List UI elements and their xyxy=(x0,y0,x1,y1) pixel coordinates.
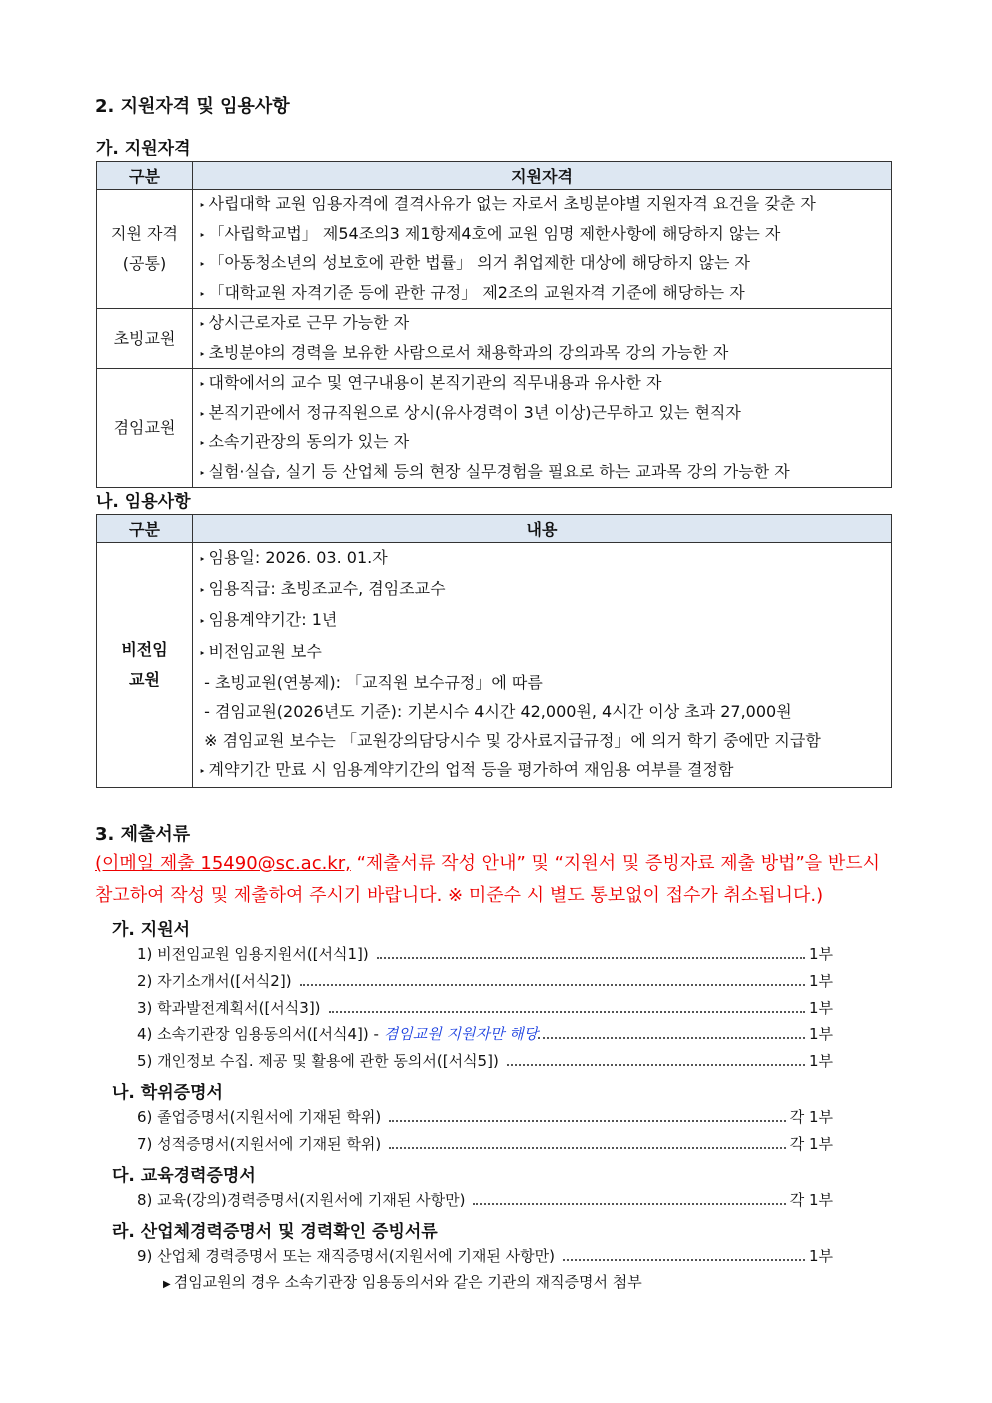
list-item: ※ 겸임교원 보수는 「교원강의담당시수 및 강사료지급규정」에 의거 학기 중에만 지급함 xyxy=(199,731,821,751)
document-group-title: 가. 지원서 xyxy=(112,920,191,940)
document-item xyxy=(137,1133,833,1154)
appointment-table xyxy=(96,514,892,788)
list-item: ‣ 소속기관장의 동의가 있는 자 xyxy=(199,428,885,458)
dot-leader xyxy=(329,1011,805,1013)
list-item: ‣ 「아동청소년의 성보호에 관한 법률」 의거 취업제한 대상에 해당하지 않는 자 xyxy=(199,249,885,279)
header-qualification: 지원자격 xyxy=(193,162,892,190)
invited-items xyxy=(193,309,892,369)
dot-leader xyxy=(389,1120,785,1122)
category-invited: 초빙교원 xyxy=(97,309,193,369)
header-category: 구분 xyxy=(97,162,193,190)
document-count: 각 1부 xyxy=(789,1191,833,1209)
list-item: ‣ 임용계약기간: 1년 xyxy=(199,605,885,636)
document-item xyxy=(137,997,833,1018)
header-content: 내용 xyxy=(193,515,892,543)
appointment-items xyxy=(193,543,892,788)
document-name: 6) 졸업증명서(지원서에 기재된 학위) xyxy=(137,1108,382,1126)
document-count: 1부 xyxy=(808,1052,833,1070)
document-item xyxy=(137,1189,833,1210)
document-count: 1부 xyxy=(808,1025,833,1043)
document-count: 1부 xyxy=(808,999,833,1017)
dot-leader xyxy=(377,957,805,959)
dot-leader xyxy=(563,1259,805,1261)
list-item: ‣ 임용직급: 초빙조교수, 겸임조교수 xyxy=(199,574,885,605)
document-count: 1부 xyxy=(808,972,833,990)
list-item: ‣ 실험·실습, 실기 등 산업체 등의 현장 실무경험을 필요로 하는 교과목 강의 가능한 자 xyxy=(199,458,885,488)
document-item xyxy=(137,1245,833,1266)
document-item xyxy=(137,1106,833,1127)
document-group-title: 나. 학위증명서 xyxy=(112,1083,223,1103)
submission-notice: (이메일 제출 15490@sc.ac.kr, “제출서류 작성 안내” 및 “지원서 및 증빙자료 제출 방법”을 반드시 참고하여 작성 및 제출하여 주시기 바랍니다. ※ 미준수 시 별도 통보없이 접수가 취소됩니다.) xyxy=(95,853,881,906)
list-item: ‣ 상시근로자로 근무 가능한 자 xyxy=(199,309,885,339)
list-item: ‣ 「대학교원 자격기준 등에 관한 규정」 제2조의 교원자격 기준에 해당하는 자 xyxy=(199,279,885,309)
document-count: 1부 xyxy=(808,1247,833,1265)
category-common: 지원 자격 (공통) xyxy=(97,190,193,309)
list-item: ‣ 계약기간 만료 시 임용계약기간의 업적 등을 평가하여 재임용 여부를 결정함 xyxy=(199,755,885,786)
dot-leader xyxy=(389,1147,785,1149)
qualifications-table xyxy=(96,161,892,488)
document-item xyxy=(137,970,833,991)
document-count: 1부 xyxy=(808,945,833,963)
dot-leader xyxy=(507,1064,805,1066)
list-item: ‣ 본직기관에서 정규직원으로 상시(유사경력이 3년 이상)근무하고 있는 현직자 xyxy=(199,399,885,429)
triangle-bullet-icon: ▶ xyxy=(163,1279,171,1290)
document-group-title: 라. 산업체경력증명서 및 경력확인 증빙서류 xyxy=(112,1222,438,1242)
category-adjunct: 겸임교원 xyxy=(97,369,193,488)
footnote: ▶ 겸임교원의 경우 소속기관장 임용동의서와 같은 기관의 재직증명서 첨부 xyxy=(163,1273,642,1291)
qualifications-title: 가. 지원자격 xyxy=(96,139,191,159)
dot-leader xyxy=(473,1203,785,1205)
adjunct-items xyxy=(193,369,892,488)
document-name: 3) 학과발전계획서([서식3]) xyxy=(137,999,321,1017)
document-name: 1) 비전임교원 임용지원서([서식1]) xyxy=(137,945,369,963)
category-non-tenure: 비전임 교원 xyxy=(97,543,193,788)
document-group-title: 다. 교육경력증명서 xyxy=(112,1166,256,1186)
document-count: 각 1부 xyxy=(789,1108,833,1126)
document-name: 8) 교육(강의)경력증명서(지원서에 기재된 사항만) xyxy=(137,1191,466,1209)
list-item: ‣ 대학에서의 교수 및 연구내용이 본직기관의 직무내용과 유사한 자 xyxy=(199,369,885,399)
dot-leader xyxy=(300,984,805,986)
list-item: - 초빙교원(연봉제): 「교직원 보수규정」에 따름 xyxy=(199,672,543,692)
document-name: 4) 소속기관장 임용동의서([서식4]) - xyxy=(137,1025,384,1043)
document-note: 겸임교원 지원자만 해당 xyxy=(383,1025,539,1043)
email-link[interactable]: (이메일 제출 15490@sc.ac.kr, xyxy=(95,853,351,874)
document-item xyxy=(137,1050,833,1071)
document-name: 7) 성적증명서(지원서에 기재된 학위) xyxy=(137,1135,382,1153)
list-item: ‣ 「사립학교법」 제54조의3 제1항제4호에 교원 임명 제한사항에 해당하지 않는 자 xyxy=(199,220,885,250)
list-item: ‣ 임용일: 2026. 03. 01.자 xyxy=(199,543,885,574)
list-item: ‣ 사립대학 교원 임용자격에 결격사유가 없는 자로서 초빙분야별 지원자격 요건을 갖춘 자 xyxy=(199,190,885,220)
document-name: 2) 자기소개서([서식2]) xyxy=(137,972,292,990)
document-count: 각 1부 xyxy=(789,1135,833,1153)
list-item: ‣ 비전임교원 보수 xyxy=(199,637,885,668)
common-items xyxy=(193,190,892,309)
section-2-title: 2. 지원자격 및 임용사항 xyxy=(95,96,290,117)
document-name: 5) 개인정보 수집. 제공 및 활용에 관한 동의서([서식5]) xyxy=(137,1052,499,1070)
document-name: 9) 산업체 경력증명서 또는 재직증명서(지원서에 기재된 사항만) xyxy=(137,1247,555,1265)
list-item: - 겸임교원(2026년도 기준): 기본시수 4시간 42,000원, 4시간 이상 초과 27,000원 xyxy=(199,702,792,722)
document-item xyxy=(137,1023,833,1044)
section-3-title: 3. 제출서류 xyxy=(95,824,191,845)
document-item xyxy=(137,943,833,964)
dot-leader xyxy=(538,1037,805,1039)
header-category: 구분 xyxy=(97,515,193,543)
list-item: ‣ 초빙분야의 경력을 보유한 사람으로서 채용학과의 강의과목 강의 가능한 자 xyxy=(199,339,885,369)
appointment-title: 나. 임용사항 xyxy=(96,492,191,512)
